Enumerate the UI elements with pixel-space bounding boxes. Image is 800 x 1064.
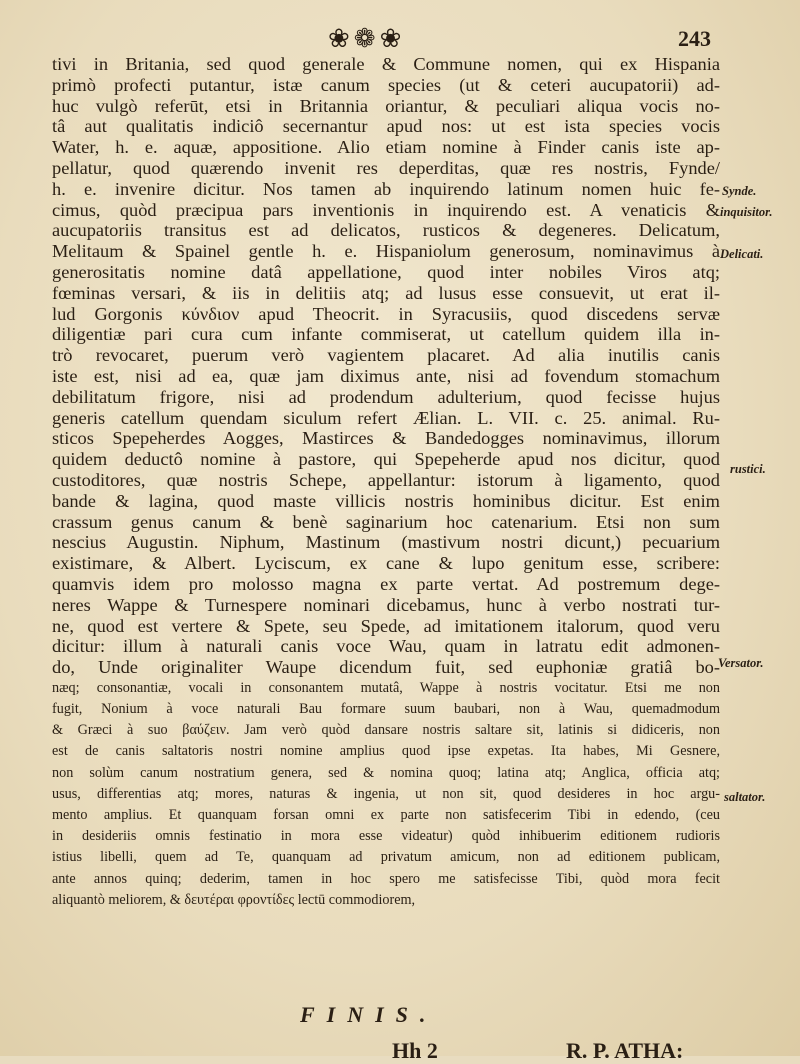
small-text-line: ante annos quinq; dederim, tamen in hoc spero me satisfecisse Tibi, quòd mora fecit xyxy=(52,870,720,887)
small-text-line: næq; consonantiæ, vocali in consonantem mutatâ, Wappe à nostris vocitatur. Etsi me non xyxy=(52,679,720,696)
text-line: trò revocaret, puerum verò vagientem placaret. Ad alia inutilis canis xyxy=(52,345,720,366)
text-line: huc vulgò referūt, etsi in Britannia oriantur, & peculiari aliqua vocis no- xyxy=(52,95,720,116)
text-line: generis catellum quendam siculum refert Ælian. L. VII. c. 25. animal. Ru- xyxy=(52,407,720,428)
text-line: primò profecti putantur, istæ canum species (ut & ceteri aucupatorii) ad- xyxy=(52,74,720,95)
catchword: R. P. ATHA: xyxy=(566,1038,684,1063)
small-text-line: istius libelli, quem ad Te, quanquam ad privatum amicum, non ad editionem publicam, xyxy=(52,849,720,866)
margin-note: Delicati. xyxy=(720,247,764,261)
text-line: Water, h. e. aquæ, appositione. Alio etiam nomine à Finder canis iste ap- xyxy=(52,137,720,158)
page-header xyxy=(0,22,800,52)
small-text-line: est de canis saltatoris nostri nomine amplius quod ipse expetas. Ita habes, Mi Gesnere, xyxy=(52,743,720,760)
text-line: cimus, quòd præcipua pars inventionis in inquirendo est. A venaticis & xyxy=(52,199,720,220)
small-text-line: aliquantò meliorem, & δευτέραι φροντίδες lectū commodiorem, xyxy=(52,891,416,908)
signature-mark: Hh 2 xyxy=(392,1038,438,1063)
margin-note: Synde. xyxy=(722,184,757,198)
margin-note: Versator. xyxy=(718,656,764,670)
text-line: quidem deductô nomine à pastore, qui Spepeherde apud nos dicitur, quod xyxy=(52,449,720,470)
small-text-line: non solùm canum nostratium genera, sed & nomina quoq; latina atq; Anglica, officia atq; xyxy=(52,764,720,781)
finis-heading: FINIS. xyxy=(300,1002,438,1027)
body-text xyxy=(52,54,720,911)
margin-notes xyxy=(718,0,800,1056)
text-line: fœminas versari, & iis in delitiis atq; ad lusus esse consuevit, ut erat il- xyxy=(52,282,720,303)
text-line: lud Gorgonis κύνδιον apud Theocrit. in Syracusiis, quod discedens servæ xyxy=(52,303,720,324)
text-line: quamvis idem pro molosso magna ex parte vertat. Ad postremum dege- xyxy=(52,573,720,594)
text-line: pellatur, quod quærendo invenit res deperditas, quæ res nostris, Fynde/ xyxy=(52,157,720,178)
text-line: sticos Spepeherdes Aogges, Mastirces & Bandedogges nominavimus, illorum xyxy=(52,428,720,449)
text-line: do, Unde originaliter Waupe dicendum fuit, sed euphoniæ gratiâ bo- xyxy=(52,657,720,678)
margin-note: rustici. xyxy=(730,462,766,476)
header-ornament: ❀❁❀ xyxy=(328,24,406,53)
page-number: 243 xyxy=(678,26,711,51)
small-text-line: in desideriis omnis festinatio in mora esse videatur) quòd inhibuerim editionem rudioris xyxy=(52,828,720,845)
text-line: tivi in Britania, sed quod generale & Commune nomen, qui ex Hispania xyxy=(52,54,720,74)
text-line: crassum genus canum & benè saginarium hoc catenarium. Etsi non sum xyxy=(52,511,720,532)
text-line: neres Wappe & Turnespere nominari dicebamus, hunc à verbo nostrati tur- xyxy=(52,594,720,615)
text-line: bande & lagina, quod maste villicis nostris hominibus dicitur. Est enim xyxy=(52,490,720,511)
text-line: Melitaum & Spainel gentle h. e. Hispaniolum generosum, nominavimus à xyxy=(52,241,720,262)
text-line: generositatis nomine datâ appellatione, quod inter nobiles Viros atq; xyxy=(52,261,720,282)
small-text-line: usus, differentias atq; mores, naturas & ingenia, ut non sit, quod desideres in hoc argu- xyxy=(52,785,720,802)
small-text-line: fugit, Nonium à voce naturali Bau formare suum baubari, non à Wau, quemadmodum xyxy=(52,701,720,718)
text-line: debilitatum frigore, nisi ad prodendum adulterium, quod fecisse hujus xyxy=(52,386,720,407)
small-text-line: mento amplius. Et quanquam forsan omni ex parte non satisfecerim Tibi in edendo, (ceu xyxy=(52,807,720,824)
text-line: dicitur: illum à naturali canis voce Wau, quam in latratu edit admonen- xyxy=(52,636,720,657)
text-line: existimare, & Albert. Lyciscum, ex cane & lupo genitum esse, scribere: xyxy=(52,553,720,574)
text-line: custoditores, quæ nostris Schepe, appellantur: istorum à ligamento, quod xyxy=(52,469,720,490)
text-line: h. e. invenire dicitur. Nos tamen ab inquirendo latinum nomen huic fe- xyxy=(52,178,720,199)
margin-note: saltator. xyxy=(724,790,766,804)
text-line: ne, quod est vertere & Spete, seu Spede, ad imitationem italorum, quod veru xyxy=(52,615,720,636)
text-line: iste est, nisi ad ea, quæ jam diximus ante, nisi ad fovendum stomachum xyxy=(52,365,720,386)
margin-note: inquisitor. xyxy=(720,205,773,219)
text-line: nescius Augustin. Niphum, Mastinum (mastivum nostri dicunt,) pecuarium xyxy=(52,532,720,553)
text-line: tâ aut qualitatis indiciô secernantur apud nos: ut est ista species vocis xyxy=(52,116,720,137)
text-line: diligentiæ pari cura cum infante commiserat, ut catellum quidem illa in- xyxy=(52,324,720,345)
small-text-line: & Græci à suo βαύζειν. Jam verò quòd dansare nostris saltare sit, latinis si didiceris, non xyxy=(52,722,720,739)
text-line: aucupatoriis transitus est ad delicatos, rusticos & degeneres. Delicatum, xyxy=(52,220,720,241)
